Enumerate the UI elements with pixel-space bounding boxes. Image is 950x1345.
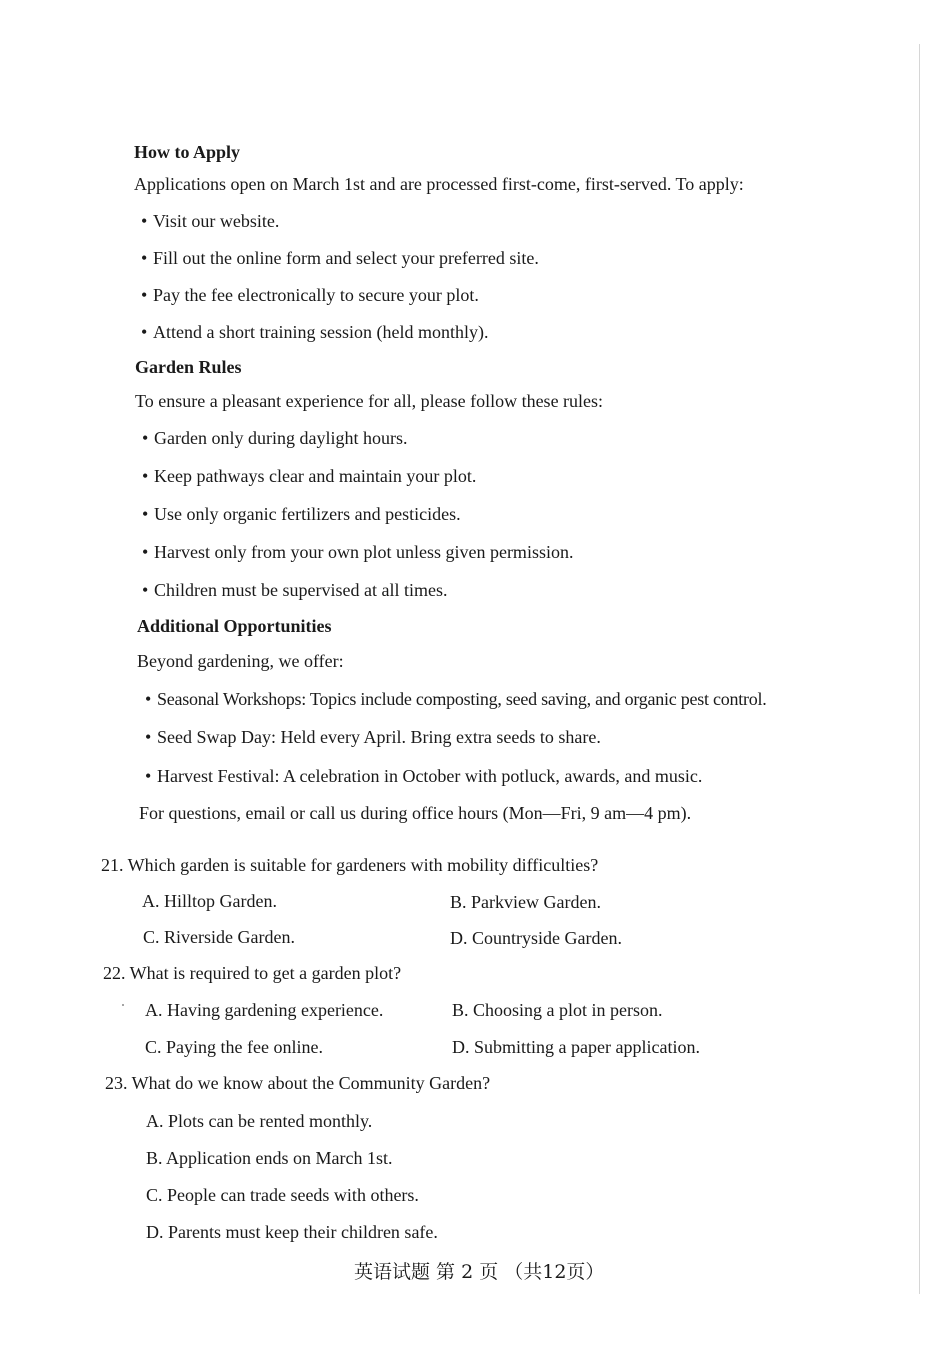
section-heading-garden-rules: Garden Rules [135,357,242,377]
apply-intro: Applications open on March 1st and are processed first-come, first-served. To apply: [134,174,744,194]
question-21-option-b: B. Parkview Garden. [450,892,601,912]
question-22-option-c: C. Paying the fee online. [145,1037,323,1057]
opportunities-item: • Seed Swap Day: Held every April. Bring extra seeds to share. [145,727,601,747]
bullet-icon: • [145,727,152,747]
rules-item: • Garden only during daylight hours. [142,428,408,448]
section-heading-additional-opportunities: Additional Opportunities [137,616,332,636]
bullet-icon: • [141,211,148,231]
bullet-icon: • [141,248,148,268]
page-footer: 英语试题 第 2 页 （共12页） [354,1261,605,1283]
apply-item: • Visit our website. [141,211,280,231]
question-23-option-d: D. Parents must keep their children safe. [146,1222,438,1242]
question-22-option-d: D. Submitting a paper application. [452,1037,700,1057]
question-21-option-c: C. Riverside Garden. [143,927,295,947]
bullet-icon: • [145,689,152,709]
scan-speck [122,1004,124,1006]
rules-item: • Use only organic fertilizers and pesticides. [142,504,461,524]
question-23-option-a: A. Plots can be rented monthly. [146,1111,373,1131]
bullet-icon: • [142,542,149,562]
opportunities-item: • Harvest Festival: A celebration in October with potluck, awards, and music. [145,766,703,786]
contact-note: For questions, email or call us during office hours (Mon—Fri, 9 am—4 pm). [139,803,692,823]
rules-item: • Keep pathways clear and maintain your plot. [142,466,477,486]
question-23-option-b: B. Application ends on March 1st. [146,1148,393,1168]
bullet-icon: • [141,322,148,342]
rules-item: • Harvest only from your own plot unless given permission. [142,542,574,562]
question-22-option-b: B. Choosing a plot in person. [452,1000,663,1020]
apply-item: • Attend a short training session (held monthly). [141,322,489,342]
question-21-stem: 21. Which garden is suitable for gardeners with mobility difficulties? [101,855,599,875]
bullet-icon: • [142,466,149,486]
apply-item: • Pay the fee electronically to secure your plot. [141,285,479,305]
bullet-icon: • [145,766,152,786]
question-22-option-a: A. Having gardening experience. [145,1000,384,1020]
question-21-option-d: D. Countryside Garden. [450,928,622,948]
section-heading-how-to-apply: How to Apply [134,142,241,162]
bullet-icon: • [142,580,149,600]
page-edge-line [919,44,920,1294]
bullet-icon: • [142,504,149,524]
question-23-stem: 23. What do we know about the Community Garden? [105,1073,491,1093]
apply-item: • Fill out the online form and select your preferred site. [141,248,539,268]
question-23-option-c: C. People can trade seeds with others. [146,1185,419,1205]
rules-item: • Children must be supervised at all times. [142,580,448,600]
question-22-stem: 22. What is required to get a garden plot? [103,963,402,983]
question-21-option-a: A. Hilltop Garden. [142,891,277,911]
opportunities-intro: Beyond gardening, we offer: [137,651,344,671]
rules-intro: To ensure a pleasant experience for all, please follow these rules: [135,391,604,411]
opportunities-item: • Seasonal Workshops: Topics include composting, seed saving, and organic pest control. [145,689,767,709]
bullet-icon: • [142,428,149,448]
bullet-icon: • [141,285,148,305]
